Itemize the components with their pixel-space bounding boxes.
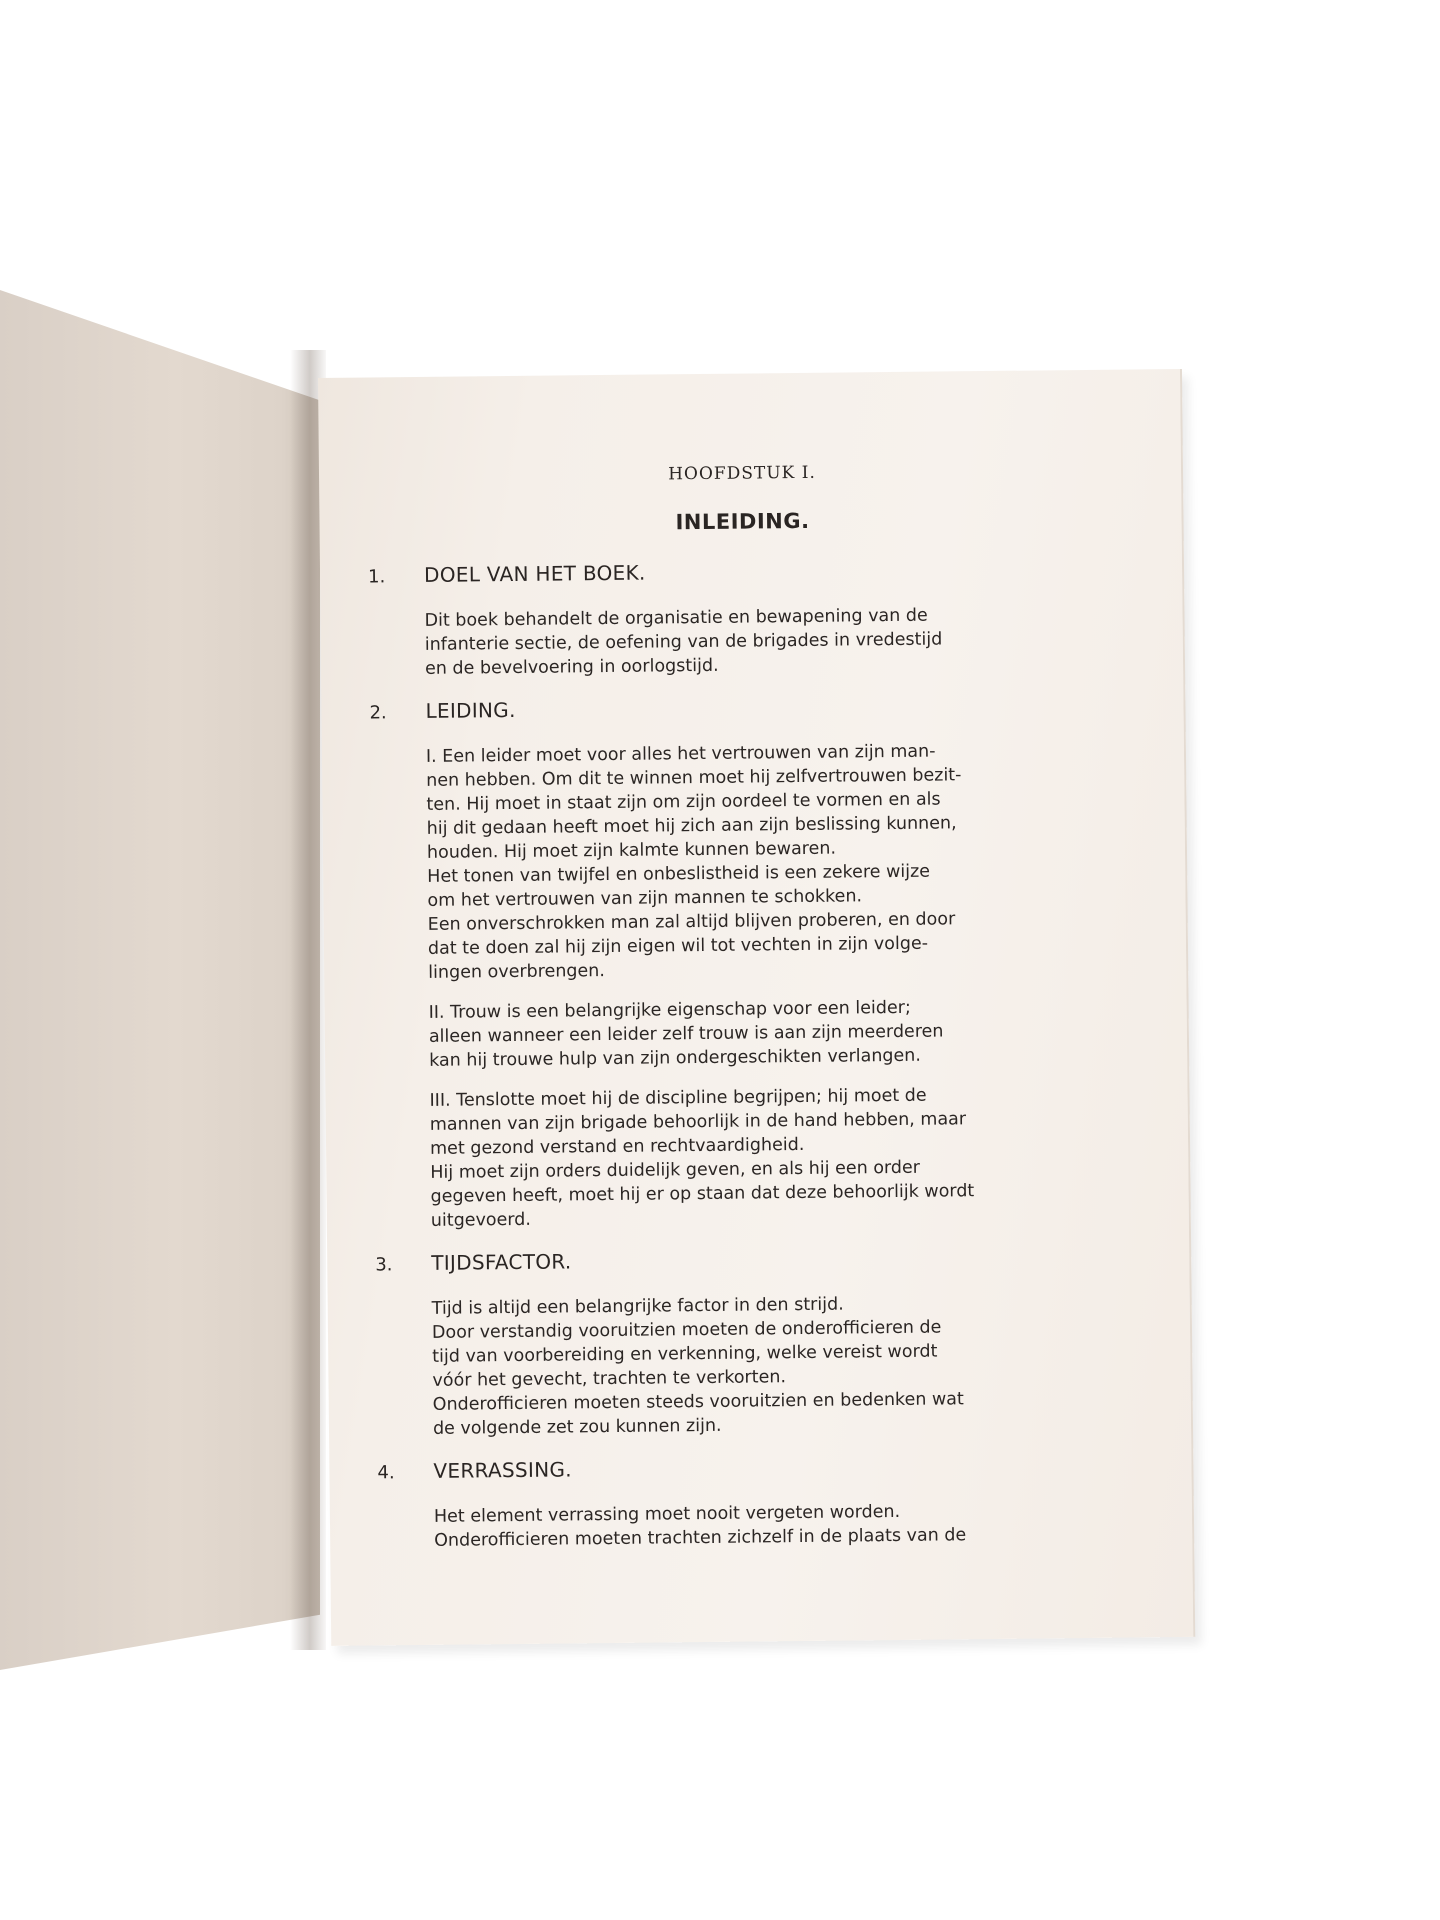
text-line: Hij moet zijn orders duidelijk geven, en als hij een order — [430, 1157, 921, 1183]
text-line: hij dit gedaan heeft moet hij zich aan zijn beslissing kunnen, — [426, 813, 957, 839]
text-line: met gezond verstand en rechtvaardigheid. — [429, 1134, 805, 1159]
section-title: DOEL VAN HET BOEK. — [423, 560, 646, 587]
chapter-heading: HOOFDSTUK I. — [668, 462, 816, 485]
section-heading — [368, 556, 1118, 588]
section-heading — [375, 1244, 1125, 1276]
text-line: Dit boek behandelt de organisatie en bewapening van de — [424, 605, 928, 631]
text-line: Door verstandig vooruitzien moeten de onderofficieren de — [431, 1317, 942, 1343]
left-page — [0, 290, 320, 1670]
text-line: Een onverschrokken man zal altijd blijven proberen, en door — [427, 909, 956, 935]
text-line: Het element verrassing moet nooit vergeten worden. — [433, 1501, 901, 1527]
text-line: I. Een leider moet voor alles het vertrouwen van zijn man- — [425, 741, 936, 767]
text-line: II. Trouw is een belangrijke eigenschap voor een leider; — [428, 997, 911, 1023]
text-line: tijd van voorbereiding en verkenning, welke vereist wordt — [432, 1341, 938, 1367]
section — [377, 1452, 1128, 1554]
text-line: lingen overbrengen. — [428, 961, 606, 983]
text-line: dat te doen zal hij zijn eigen wil tot vechten in zijn volge- — [427, 933, 929, 959]
section-heading — [377, 1452, 1127, 1484]
text-line: alleen wanneer een leider zelf trouw is aan zijn meerderen — [428, 1021, 944, 1047]
text-line: vóór het gevecht, trachten te verkorten. — [432, 1367, 787, 1391]
right-page — [318, 369, 1195, 1646]
text-line: de volgende zet zou kunnen zijn. — [432, 1415, 722, 1439]
section — [369, 692, 1125, 1234]
paragraph — [429, 994, 1124, 1073]
page-text — [367, 460, 1129, 1572]
section-title: TIJDSFACTOR. — [431, 1249, 572, 1275]
paragraph — [429, 1082, 1124, 1233]
text-line: kan hij trouwe hulp van zijn ondergeschikten verlangen. — [429, 1045, 922, 1071]
text-line: ten. Hij moet in staat zijn om zijn oordeel te vormen en als — [426, 789, 941, 815]
page-title: INLEIDING. — [675, 508, 810, 535]
section-number: 1. — [367, 566, 386, 588]
text-line: Onderofficieren moeten steeds vooruitzien en bedenken wat — [432, 1389, 964, 1415]
section — [375, 1244, 1127, 1442]
text-line: en de bevelvoering in oorlogstijd. — [424, 655, 719, 679]
section-number: 2. — [369, 702, 387, 724]
section-number: 3. — [375, 1254, 393, 1276]
text-line: nen hebben. Om dit te winnen moet hij zelfvertrouwen bezit- — [426, 765, 962, 791]
text-line: gegeven heeft, moet hij er op staan dat deze behoorlijk wordt — [430, 1181, 975, 1207]
section-title: LEIDING. — [425, 697, 516, 723]
text-line: Het tonen van twijfel en onbeslistheid is een zekere wijze — [427, 861, 931, 887]
text-line: om het vertrouwen van zijn mannen te schokken. — [427, 886, 863, 911]
section-title: VERRASSING. — [433, 1457, 572, 1483]
text-line: mannen van zijn brigade behoorlijk in de hand hebben, maar — [429, 1109, 967, 1135]
section — [368, 556, 1119, 682]
text-line: infanterie sectie, de oefening van de brigades in vredestijd — [424, 629, 943, 655]
paragraph — [434, 1498, 1128, 1553]
text-line: Tijd is altijd een belangrijke factor in den strijd. — [431, 1294, 844, 1319]
section-heading — [369, 692, 1119, 724]
text-line: uitgevoerd. — [430, 1209, 532, 1231]
text-line: III. Tenslotte moet hij de discipline begrijpen; hij moet de — [429, 1085, 927, 1111]
text-line: Onderofficieren moeten trachten zichzelf in de plaats van de — [434, 1525, 967, 1551]
text-line: houden. Hij moet zijn kalmte kunnen bewaren. — [426, 838, 837, 863]
paragraph — [432, 1290, 1127, 1441]
sections-container — [368, 556, 1128, 1554]
paragraph — [426, 738, 1122, 985]
section-number: 4. — [377, 1462, 395, 1484]
paragraph — [424, 602, 1119, 681]
